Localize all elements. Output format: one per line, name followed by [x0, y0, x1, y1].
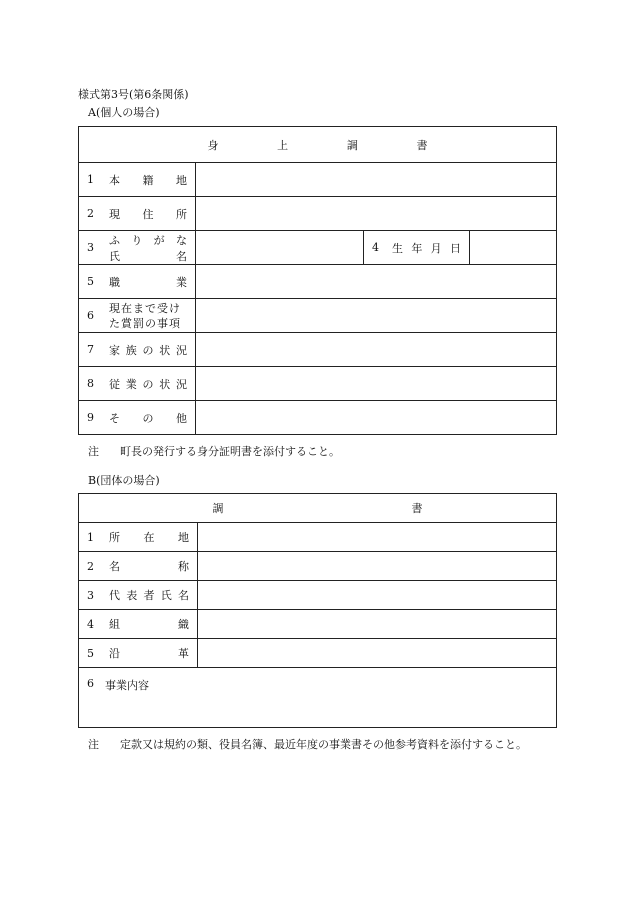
- section-b-note: 注 定款又は規約の類、役員名簿、最近年度の事業書その他参考資料を添付すること。: [88, 738, 527, 751]
- label-soshiki: 4 組 織: [79, 610, 198, 639]
- label-sonota: 9 そ の 他: [79, 401, 196, 435]
- field-shozaichi[interactable]: [198, 523, 557, 552]
- field-name[interactable]: [196, 231, 364, 265]
- label-kazoku: 7 家 族 の 状 況: [79, 333, 196, 367]
- field-daihyosha[interactable]: [198, 581, 557, 610]
- section-b-title: 調 書: [79, 494, 557, 523]
- label-genjusho: 2 現 住 所: [79, 197, 196, 231]
- section-a-table: [78, 126, 557, 435]
- form-label: 様式第3号(第6条関係): [78, 88, 189, 101]
- label-meisho: 2 名 称: [79, 552, 198, 581]
- field-shokugyo[interactable]: [196, 265, 557, 299]
- label-honseki: 1 本 籍 地: [79, 163, 196, 197]
- label-shobatsu: 6 現在まで受け た賞罰の事項: [79, 299, 196, 333]
- label-enkaku: 5 沿 革: [79, 639, 198, 668]
- section-a-note: 注 町長の発行する身分証明書を添付すること。: [88, 445, 340, 458]
- field-sonota[interactable]: [196, 401, 557, 435]
- field-honseki[interactable]: [196, 163, 557, 197]
- section-b-heading: B(団体の場合): [88, 474, 160, 487]
- field-shobatsu[interactable]: [196, 299, 557, 333]
- label-birthdate: 4 生 年 月 日: [364, 231, 470, 265]
- label-daihyosha: 3 代 表 者 氏 名: [79, 581, 198, 610]
- field-jigyo-naiyo[interactable]: 6 事業内容: [79, 668, 557, 728]
- label-shokugyo: 5 職 業: [79, 265, 196, 299]
- field-meisho[interactable]: [198, 552, 557, 581]
- label-shozaichi: 1 所 在 地: [79, 523, 198, 552]
- label-jugyo: 8 従 業 の 状 況: [79, 367, 196, 401]
- field-kazoku[interactable]: [196, 333, 557, 367]
- field-enkaku[interactable]: [198, 639, 557, 668]
- field-jugyo[interactable]: [196, 367, 557, 401]
- field-soshiki[interactable]: [198, 610, 557, 639]
- label-furigana-name: 3 ふ り が な 氏 名: [79, 231, 196, 265]
- field-birthdate[interactable]: [470, 231, 557, 265]
- section-a-title: 身 上 調 書: [79, 127, 557, 163]
- section-b-table: [78, 493, 557, 728]
- section-a-heading: A(個人の場合): [88, 106, 160, 119]
- field-genjusho[interactable]: [196, 197, 557, 231]
